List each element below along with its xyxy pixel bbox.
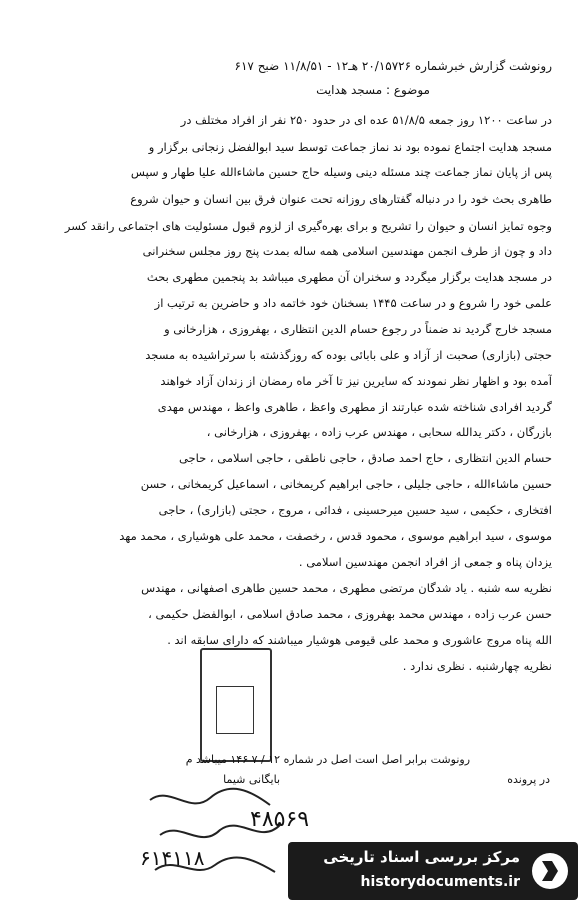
body-line: وجوه تمایز انسان و حیوان را تشریح و برای بهره‌گیری از لزوم قبول مسئولیت های اجتماعی رانقد کسر <box>64 219 552 233</box>
body-line: در مسجد هدایت برگزار میگردد و سخنران آن مطهری میباشد بد پنجمین مطهری بحث <box>146 270 552 284</box>
body-line: مسجد خارج گردید ند ضمناً در رجوع حسام الدین انتظاری ، بهفروزی ، هزارخانی و <box>164 322 552 336</box>
body-line: طاهری بحث خود را در دنباله گفتارهای روزانه تحت عنوان فرق بین انسان و حیوان شروع <box>130 192 552 206</box>
body-line: بازرگان ، دکتر یدالله سحابی ، مهندس عرب زاده ، بهفروزی ، هزارخانی ، <box>206 425 552 439</box>
watermark-logo-icon <box>530 851 570 891</box>
body-line: گردید افرادی شناخته شده عبارتند از مطهری واعظ ، طاهری واعظ ، مهندس مهدی <box>157 400 552 414</box>
report-header: رونوشت گزارش خبرشماره ۲۰/۱۵۷۲۶ هـ۱۲ - ۱۱/۸/۵۱ ضبح ۶۱۷ <box>234 59 552 73</box>
body-line: پس از پایان نماز جماعت چند مسئله دینی وسیله حاج حسین ماشاءالله علیا طهار و سپس <box>130 165 552 179</box>
body-line: یزدان پناه و جمعی از افراد انجمن مهندسین اسلامی . <box>298 555 552 569</box>
watermark-url: historydocuments.ir <box>360 874 520 890</box>
body-line: موسوی ، سید ابراهیم موسوی ، محمود قدس ، رخصفت ، محمد علی هوشیاری ، محمد مهد <box>119 529 552 543</box>
footer-archive-label: بایگانی شیما <box>223 773 280 786</box>
body-line: افتخاری ، حکیمی ، سید حسین میرحسینی ، فدائی ، مروج ، حجتی (بازاری) ، حاجی <box>158 503 552 517</box>
body-line: حسین ماشاءالله ، حاجی جلیلی ، حاجی ابراهیم کریمخانی ، اسماعیل کریمخانی ، حسن <box>140 477 552 491</box>
handwritten-number-secondary: ۶۱۴۱۱۸ <box>140 850 205 866</box>
body-line: الله پناه مروج عاشوری و محمد علی قیومی هوشیار میباشند که دارای سابقه اند . <box>167 633 552 647</box>
body-line: نظریه سه شنبه . یاد شدگان مرتضی مطهری ، محمد حسین طاهری اصفهانی ، مهندس <box>141 581 552 595</box>
stamp-seal <box>216 686 254 734</box>
body-line: حسام الدین انتظاری ، حاج احمد صادق ، حاجی ناطقی ، حاجی اسلامی ، حاجی <box>178 451 552 465</box>
body-line: در ساعت ۱۲۰۰ روز جمعه ۵۱/۸/۵ عده ای در حدود ۲۵۰ نفر از افراد مختلف در <box>180 113 552 127</box>
body-line: مسجد هدایت اجتماع نموده بود ند نماز جماعت توسط سید ابوالفضل زنجانی برگزار و <box>148 140 552 154</box>
archive-stamp <box>200 648 272 762</box>
subject-line: موضوع : مسجد هدایت <box>316 83 430 97</box>
handwritten-number: ۴۸۵۶۹ <box>250 812 310 828</box>
body-line: آمده بود و اظهار نظر نمودند که سایرین نیز تا آخر ماه رمضان از زندان آزاد خواهند <box>160 374 552 388</box>
watermark-title: مرکز بررسی اسناد تاریخی <box>323 848 520 866</box>
body-line: داد و چون از طرف انجمن مهندسین اسلامی همه ساله بمدت پنج روز مجلس سخنرانی <box>142 244 552 258</box>
footer-copy-line: رونوشت برابر اصل است اصل در شماره ۱۲ / ۷ ۱۴۶ میباشد م <box>185 753 470 766</box>
body-line: حجتی (بازاری) صحبت از آزاد و علی بابائی بوده که روزگذشته با سرتراشیده به مسجد <box>145 348 552 362</box>
body-line: حسن عرب زاده ، مهندس محمد بهفروزی ، محمد صادق اسلامی ، ابوالفضل حکیمی ، <box>148 607 552 621</box>
footer-file-label: در پرونده <box>507 773 550 786</box>
watermark-banner <box>288 842 578 900</box>
body-line: علمی خود را شروع و در ساعت ۱۴۴۵ بسخنان خود خاتمه داد و حاضرین به ترتیب از <box>154 296 552 310</box>
body-line: نظریه چهارشنبه . نظری ندارد . <box>402 659 552 673</box>
